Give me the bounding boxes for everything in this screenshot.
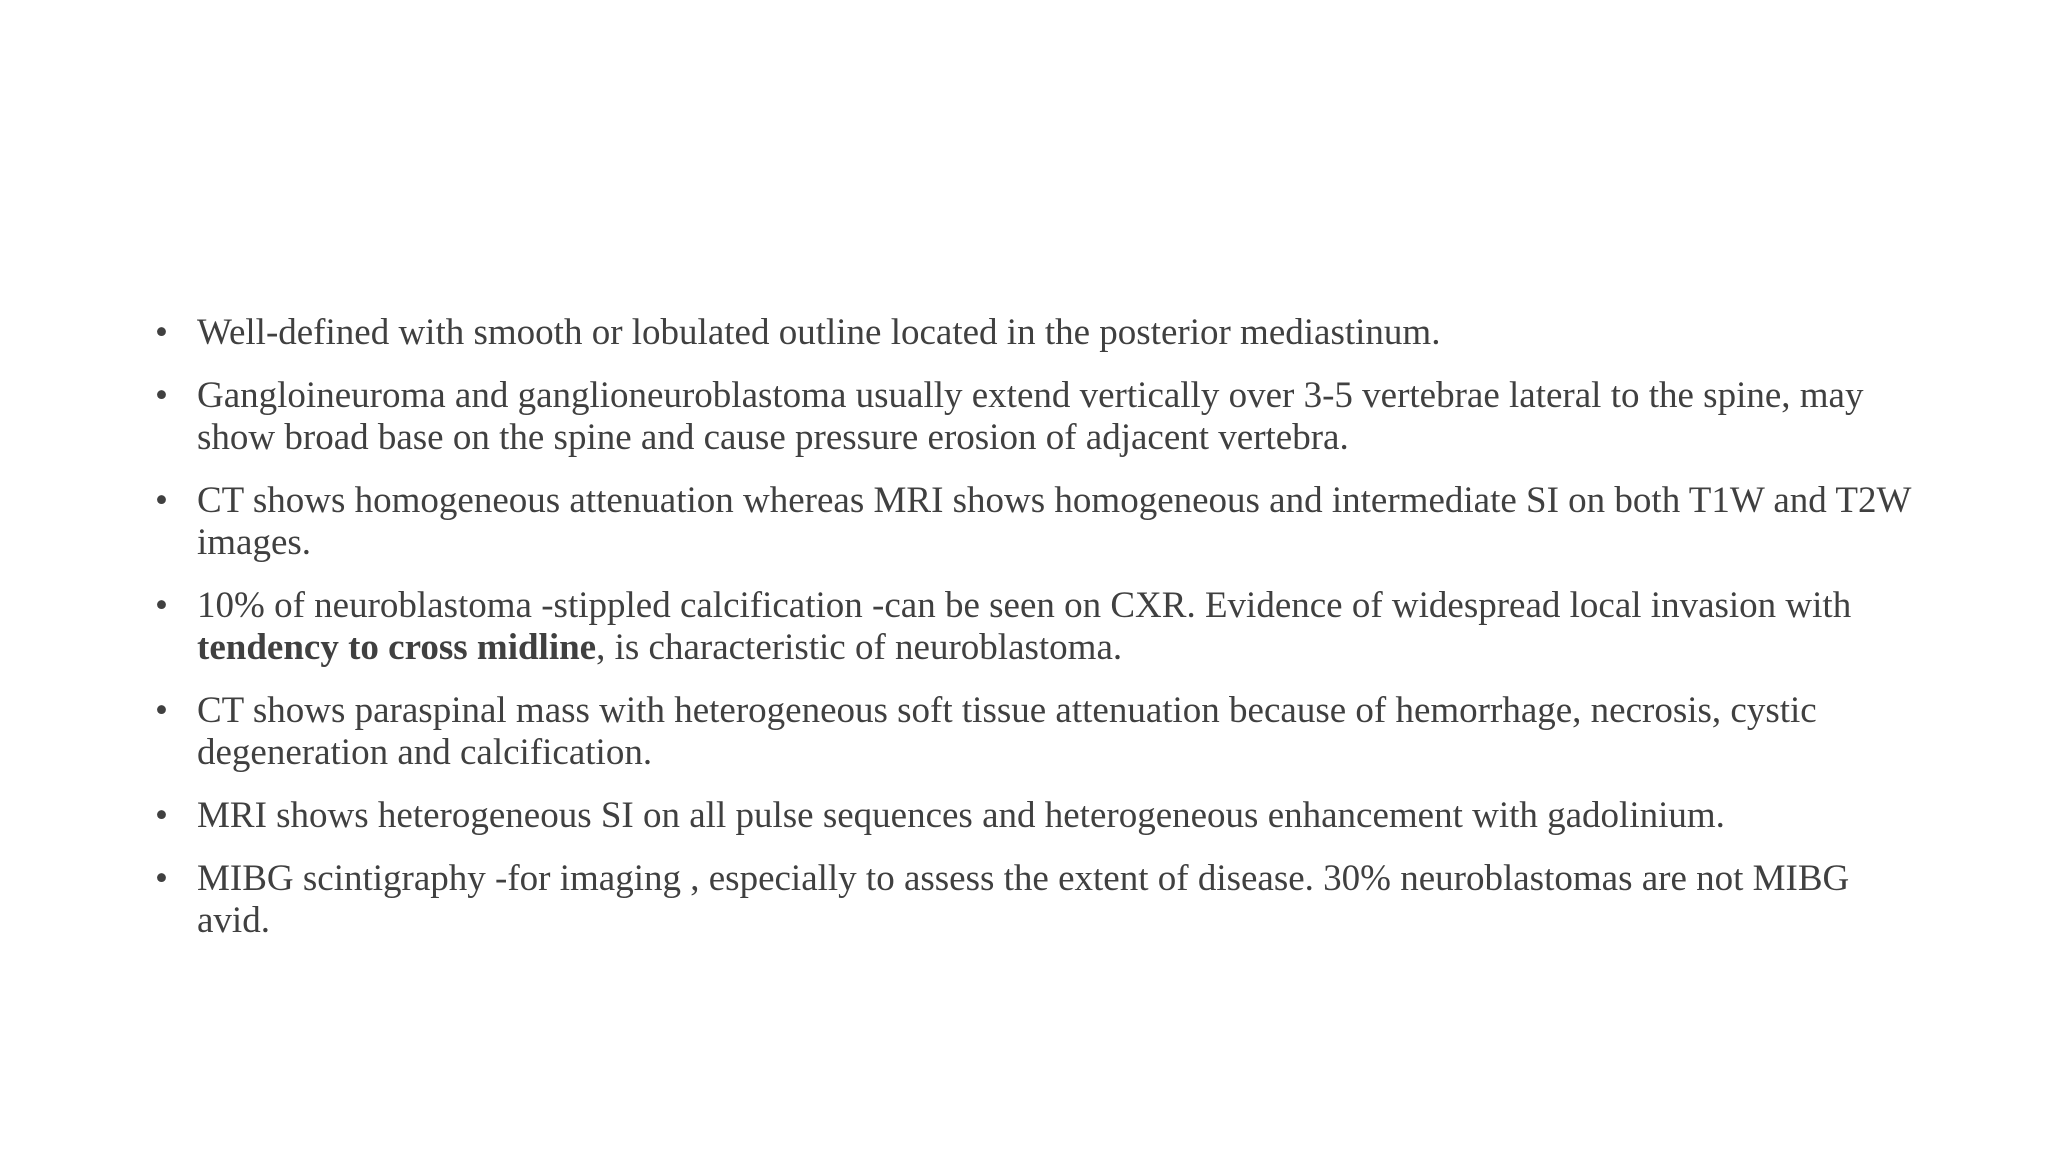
- bullet-item-1: [155, 312, 1915, 354]
- bullet-text: [197, 585, 1851, 668]
- bullet-text-after: , is characteristic of neuroblastoma.: [596, 627, 1123, 668]
- bullet-dot: •: [155, 480, 168, 521]
- bullet-dot: •: [155, 690, 168, 731]
- bullet-text-bold: tendency to cross midline: [197, 627, 597, 668]
- bullet-text: Well-defined with smooth or lobulated outline located in the posterior mediastinum.: [197, 312, 1441, 353]
- bullet-dot: •: [155, 858, 168, 899]
- bullet-dot: •: [155, 795, 168, 836]
- bullet-dot: •: [155, 585, 168, 626]
- bullet-list: [155, 312, 1915, 963]
- bullet-item-5: [155, 690, 1915, 774]
- bullet-dot: •: [155, 375, 168, 416]
- bullet-item-3: [155, 480, 1915, 564]
- bullet-item-7: [155, 858, 1915, 942]
- bullet-item-6: [155, 795, 1915, 837]
- bullet-text: MRI shows heterogeneous SI on all pulse sequences and heterogeneous enhancement with gadolinium.: [197, 795, 1725, 836]
- bullet-text-before: 10% of neuroblastoma -stippled calcification -can be seen on CXR. Evidence of widespread local invasion with: [197, 585, 1852, 626]
- bullet-item-2: [155, 375, 1915, 459]
- bullet-text: Gangloineuroma and ganglioneuroblastoma usually extend vertically over 3-5 vertebrae lateral to the spine, may show broad base on the spine and cause pressure erosion of adjacent vertebra.: [197, 375, 1864, 458]
- bullet-text: CT shows homogeneous attenuation whereas MRI shows homogeneous and intermediate SI on both T1W and T2W images.: [197, 480, 1911, 563]
- bullet-text: MIBG scintigraphy -for imaging , especially to assess the extent of disease. 30% neuroblastomas are not MIBG avid.: [197, 858, 1850, 941]
- bullet-text: CT shows paraspinal mass with heterogeneous soft tissue attenuation because of hemorrhage, necrosis, cystic degeneration and calcification.: [197, 690, 1817, 773]
- bullet-item-4: [155, 585, 1915, 669]
- bullet-dot: •: [155, 312, 168, 353]
